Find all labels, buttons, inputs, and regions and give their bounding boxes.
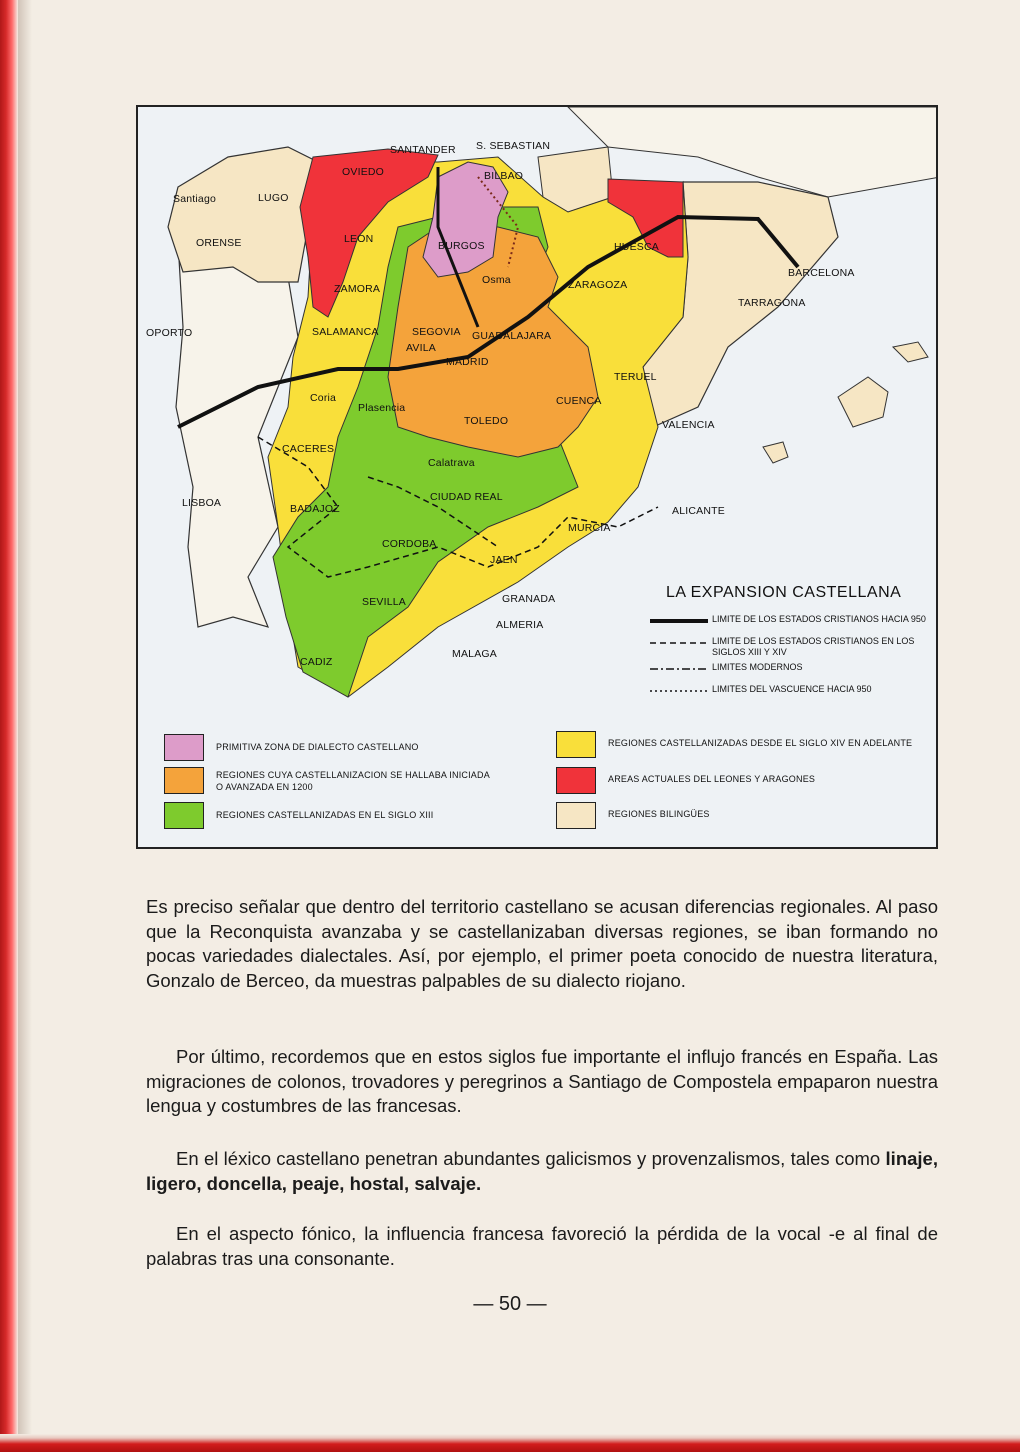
legend-label: REGIONES BILINGÜES: [608, 809, 710, 819]
dashed-line-swatch: [650, 640, 708, 646]
paragraph-3: [146, 1147, 938, 1196]
paragraph-2: Por último, recordemos que en estos siglos fue importante el influjo francés en España. Las migraciones de colonos, trovadores y peregrinos a Santiago de Compostela empaparon nuestra lengua y costumbres de las francesas.: [146, 1046, 938, 1116]
label-sevilla: SEVILLA: [362, 596, 407, 608]
label-lisboa: LISBOA: [182, 497, 222, 509]
label-tarragona: TARRAGONA: [738, 297, 806, 309]
label-jaen: JAEN: [490, 554, 518, 566]
page-gutter-shadow: [18, 0, 32, 1452]
line-legend: [650, 612, 938, 704]
label-osma: Osma: [482, 274, 511, 286]
legend-label: REGIONES CASTELLANIZADAS EN EL SIGLO XIII: [216, 810, 434, 820]
paragraph-3-terms: linaje, ligero, doncella, peaje, hostal, salvaje.: [146, 1148, 938, 1194]
label-san-sebastian: S. SEBASTIAN: [476, 140, 551, 152]
label-salamanca: SALAMANCA: [312, 326, 379, 338]
label-granada: GRANADA: [502, 593, 556, 605]
label-toledo: TOLEDO: [464, 415, 509, 427]
legend-swatch-red: [556, 767, 596, 794]
solid-line-swatch: [650, 618, 708, 624]
label-teruel: TERUEL: [614, 371, 657, 383]
label-avila: AVILA: [406, 342, 436, 354]
legend-swatch-green: [164, 802, 204, 829]
line-legend-label: LIMITES MODERNOS: [712, 662, 803, 672]
label-leon: LEON: [344, 233, 374, 245]
paragraph-3-intro: En el léxico castellano penetran abundantes galicismos y provenzalismos, tales como: [176, 1148, 881, 1169]
legend-label: AREAS ACTUALES DEL LEONES Y ARAGONES: [608, 774, 816, 784]
dashdot-line-swatch: [650, 666, 708, 672]
dotted-line-swatch: [650, 688, 708, 694]
label-barcelona: BARCELONA: [788, 267, 855, 279]
label-badajoz: BADAJOZ: [290, 503, 340, 515]
line-legend-label: LIMITE DE LOS ESTADOS CRISTIANOS EN LOS SIGLOS XIII Y XIV: [712, 636, 915, 657]
label-guadalajara: GUADALAJARA: [472, 330, 552, 342]
label-santiago: Santiago: [173, 193, 217, 205]
paragraph-1: Es preciso señalar que dentro del territorio castellano se acusan diferencias regionales. Al paso que la Reconquista avanzaba y se castellanizaban diversas regiones, se iban formando no pocas variedades dialectales. Así, por ejemplo, el primer poeta conocido de nuestra literatura, Gonzalo de Berceo, da muestras palpables de su dialecto riojano.: [146, 896, 938, 991]
label-caceres: CACERES: [282, 443, 335, 455]
label-valencia: VALENCIA: [662, 419, 715, 431]
page-number: — 50 —: [473, 1293, 547, 1315]
label-santander: SANTANDER: [390, 144, 456, 156]
label-oporto: OPORTO: [146, 327, 193, 339]
label-cordoba: CORDOBA: [382, 538, 437, 550]
map-figure: [136, 105, 938, 849]
label-huesca: HUESCA: [614, 241, 659, 253]
paragraph-4: En el aspecto fónico, la influencia francesa favoreció la pérdida de la vocal -e al final de palabras tras una consonante.: [146, 1223, 938, 1269]
label-zaragoza: ZARAGOZA: [568, 279, 628, 291]
line-legend-label: LIMITE DE LOS ESTADOS CRISTIANOS HACIA 950: [712, 614, 926, 624]
label-cadiz: CADIZ: [300, 656, 333, 668]
legend-label: PRIMITIVA ZONA DE DIALECTO CASTELLANO: [216, 742, 419, 752]
label-oviedo: OVIEDO: [342, 166, 385, 178]
legend-swatch-orange: [164, 767, 204, 794]
label-plasencia: Plasencia: [358, 402, 406, 414]
red-book-edge: [0, 1434, 1020, 1452]
label-murcia: MURCIA: [568, 522, 611, 534]
legend-label: REGIONES CUYA CASTELLANIZACION SE HALLABA INICIADA O AVANZADA EN 1200: [216, 770, 490, 792]
line-legend-item-950: [650, 612, 938, 632]
label-coria: Coria: [310, 392, 337, 404]
label-malaga: MALAGA: [452, 648, 497, 660]
label-alicante: ALICANTE: [672, 505, 725, 517]
legend-swatch-beige: [556, 802, 596, 829]
label-zamora: ZAMORA: [334, 283, 381, 295]
label-lugo: LUGO: [258, 192, 289, 204]
line-legend-item-13-14: [650, 634, 938, 658]
label-segovia: SEGOVIA: [412, 326, 461, 338]
label-burgos: BURGOS: [438, 240, 485, 252]
legend-swatch-pink: [164, 734, 204, 761]
red-book-binding: [0, 0, 18, 1452]
label-calatrava: Calatrava: [428, 457, 475, 469]
label-madrid: MADRID: [446, 356, 489, 368]
label-almeria: ALMERIA: [496, 619, 544, 631]
label-bilbao: BILBAO: [484, 170, 524, 182]
line-legend-label: LIMITES DEL VASCUENCE HACIA 950: [712, 684, 872, 694]
label-ciudad-real: CIUDAD REAL: [430, 491, 503, 503]
map-title: LA EXPANSION CASTELLANA: [666, 584, 902, 601]
label-orense: ORENSE: [196, 237, 242, 249]
line-legend-item-vascuence: [650, 682, 938, 702]
legend-swatch-yellow: [556, 731, 596, 758]
line-legend-item-modern: [650, 660, 938, 680]
legend-label: REGIONES CASTELLANIZADAS DESDE EL SIGLO XIV EN ADELANTE: [608, 738, 913, 748]
label-cuenca: CUENCA: [556, 395, 602, 407]
